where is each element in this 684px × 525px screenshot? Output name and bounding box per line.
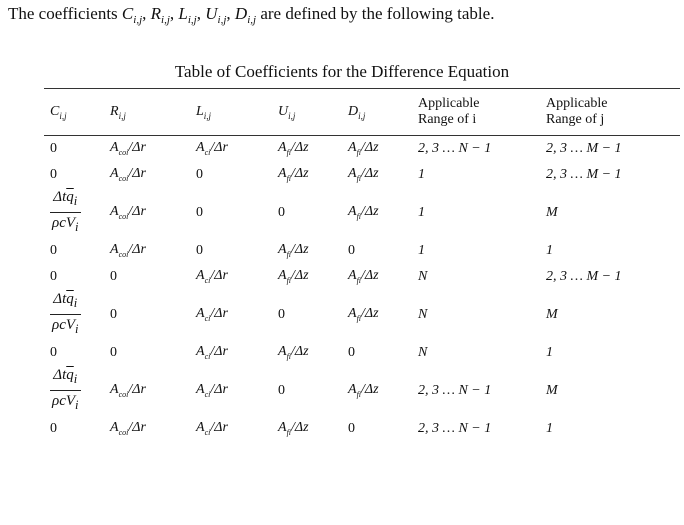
coefficient: $A_{coi}/\Delta r$ [110, 420, 146, 437]
table-cell: 0 [196, 242, 203, 258]
header-line: Applicable [418, 96, 480, 111]
coefficient-symbol: $C_{i,j}$ [121, 4, 143, 26]
table-row [44, 162, 680, 188]
table-cell [272, 136, 342, 162]
coefficient: $A_{fi}/\Delta z$ [348, 268, 379, 285]
fraction-denominator: ρcV$_i$ [52, 317, 79, 336]
table-cell [342, 290, 412, 340]
table-row [44, 238, 680, 264]
coefficient: $A_{coi}/\Delta r$ [110, 382, 146, 399]
table-cell [272, 238, 342, 264]
table-cell: 2, 3 … N − 1 [418, 420, 492, 436]
table-cell [44, 188, 104, 238]
table-cell: M [546, 204, 558, 220]
table-cell: 0 [50, 420, 57, 436]
coefficient: $A_{fi}/\Delta z$ [348, 166, 379, 183]
coefficient-symbol: $L_{i,j}$ [178, 4, 197, 26]
table-body [44, 136, 680, 442]
table-cell: 0 [110, 344, 117, 360]
coefficient: $A_{ci}/\Delta r$ [196, 268, 228, 285]
coefficient: $A_{fi}/\Delta z$ [348, 382, 379, 399]
table-cell [44, 290, 104, 340]
table-cell: M [546, 382, 558, 398]
table-row [44, 366, 680, 416]
table-cell: 0 [110, 306, 117, 322]
table-cell [342, 366, 412, 416]
coefficients-table [44, 88, 680, 442]
table-cell [104, 238, 190, 264]
coefficient: $A_{fi}/\Delta z$ [278, 166, 309, 183]
coefficient: $A_{fi}/\Delta z$ [278, 268, 309, 285]
table-cell: 0 [348, 242, 355, 258]
table-cell [104, 136, 190, 162]
table-cell [190, 290, 272, 340]
coefficient: $A_{coi}/\Delta r$ [110, 242, 146, 259]
table-cell [104, 162, 190, 188]
table-cell [342, 188, 412, 238]
table-cell: 0 [196, 204, 203, 220]
column-header: $L_{i,j}$ [190, 89, 272, 136]
coefficient: $A_{ci}/\Delta r$ [196, 382, 228, 399]
coefficient-symbol: $U_{i,j}$ [205, 4, 227, 26]
coefficient: $A_{coi}/\Delta r$ [110, 204, 146, 221]
coefficient-symbols: $C_{i,j}$, $R_{i,j}$, $L_{i,j}$, $U_{i,j}$, $D_{i,j}$ [121, 4, 257, 26]
column-header: $U_{i,j}$ [272, 89, 342, 136]
table-cell [342, 162, 412, 188]
q-bar: $\overline{q}$ [66, 367, 74, 383]
coefficient: $A_{ci}/\Delta r$ [196, 420, 228, 437]
fraction-denominator: ρcV$_i$ [52, 215, 79, 234]
table-cell [342, 136, 412, 162]
header-line: Range of i [418, 112, 477, 127]
column-header: $R_{i,j}$ [104, 89, 190, 136]
table-cell: 1 [418, 242, 425, 258]
table-cell [190, 416, 272, 442]
table-cell: 0 [110, 268, 117, 284]
coefficient: $A_{ci}/\Delta r$ [196, 140, 228, 158]
table-row [44, 340, 680, 366]
column-header [540, 89, 680, 136]
table-cell [272, 340, 342, 366]
intro-sentence [8, 4, 494, 26]
table-cell: 0 [50, 268, 57, 284]
coefficient: $A_{fi}/\Delta z$ [348, 306, 379, 323]
table-cell: N [418, 344, 428, 360]
table-cell [190, 136, 272, 162]
table-cell [342, 264, 412, 290]
table-row [44, 416, 680, 442]
table-cell: 0 [196, 166, 203, 182]
table-cell: M [546, 306, 558, 322]
column-header [412, 89, 540, 136]
fraction-denominator: ρcV$_i$ [52, 393, 79, 412]
column-header: $C_{i,j}$ [44, 89, 104, 136]
column-header: $D_{i,j}$ [342, 89, 412, 136]
coefficient: $A_{fi}/\Delta z$ [278, 242, 309, 259]
header-line: Range of j [546, 112, 605, 127]
table-cell [44, 366, 104, 416]
q-bar: $\overline{q}$ [66, 291, 74, 307]
table-cell: 0 [278, 382, 285, 398]
table-cell [104, 416, 190, 442]
table-cell: 2, 3 … M − 1 [546, 140, 622, 156]
table-cell: 1 [418, 166, 425, 182]
table-cell: 2, 3 … N − 1 [418, 382, 492, 398]
table-cell [272, 416, 342, 442]
table-cell: 2, 3 … N − 1 [418, 140, 492, 156]
table-cell [190, 366, 272, 416]
coefficient: $A_{fi}/\Delta z$ [278, 344, 309, 361]
coefficient: $A_{fi}/\Delta z$ [348, 204, 379, 221]
q-bar: $\overline{q}$ [66, 189, 74, 205]
table-cell: 1 [418, 204, 425, 220]
table-cell [272, 264, 342, 290]
table-cell: 0 [50, 166, 57, 182]
table-row [44, 136, 680, 162]
table-cell [272, 162, 342, 188]
fraction-numerator: $\Delta t\overline{q}_i$ [50, 189, 81, 213]
coefficient: $A_{ci}/\Delta r$ [196, 306, 228, 323]
table-cell: N [418, 268, 428, 284]
table-cell: 1 [546, 344, 553, 360]
coefficient: $A_{fi}/\Delta z$ [278, 140, 309, 158]
heat-source-fraction [50, 189, 81, 236]
intro-prefix: The coefficients [8, 4, 118, 23]
coefficient: $A_{coi}/\Delta r$ [110, 166, 146, 183]
table-cell: 0 [278, 204, 285, 220]
coefficient-symbol: $D_{i,j}$ [234, 4, 257, 26]
table-cell: 2, 3 … M − 1 [546, 166, 622, 182]
table-cell: 0 [278, 306, 285, 322]
table-cell [104, 366, 190, 416]
heat-source-fraction [50, 291, 81, 338]
coefficient: $A_{fi}/\Delta z$ [348, 140, 379, 158]
coefficient-symbol: $R_{i,j}$ [150, 4, 170, 26]
table-cell: N [418, 306, 428, 322]
coefficient: $A_{ci}/\Delta r$ [196, 344, 228, 361]
table-cell: 0 [50, 140, 57, 156]
table-cell: 0 [50, 344, 57, 360]
fraction-numerator: $\Delta t\overline{q}_i$ [50, 291, 81, 315]
table-cell [190, 264, 272, 290]
coefficient: $A_{fi}/\Delta z$ [278, 420, 309, 437]
table-cell [190, 340, 272, 366]
table-cell: 0 [50, 242, 57, 258]
coefficient: $A_{coi}/\Delta r$ [110, 140, 146, 158]
table-cell: 0 [348, 344, 355, 360]
table-row [44, 290, 680, 340]
heat-source-fraction [50, 367, 81, 414]
header-line: Applicable [546, 96, 608, 111]
table-row [44, 188, 680, 238]
fraction-numerator: $\Delta t\overline{q}_i$ [50, 367, 81, 391]
table-cell: 1 [546, 242, 553, 258]
intro-suffix: are defined by the following table. [260, 4, 495, 23]
table-cell: 1 [546, 420, 553, 436]
table-cell: 0 [348, 420, 355, 436]
table-caption: Table of Coefficients for the Difference Equation [174, 62, 510, 81]
table-cell: 2, 3 … M − 1 [546, 268, 622, 284]
header-row [44, 89, 680, 136]
table-row [44, 264, 680, 290]
table-cell [104, 188, 190, 238]
